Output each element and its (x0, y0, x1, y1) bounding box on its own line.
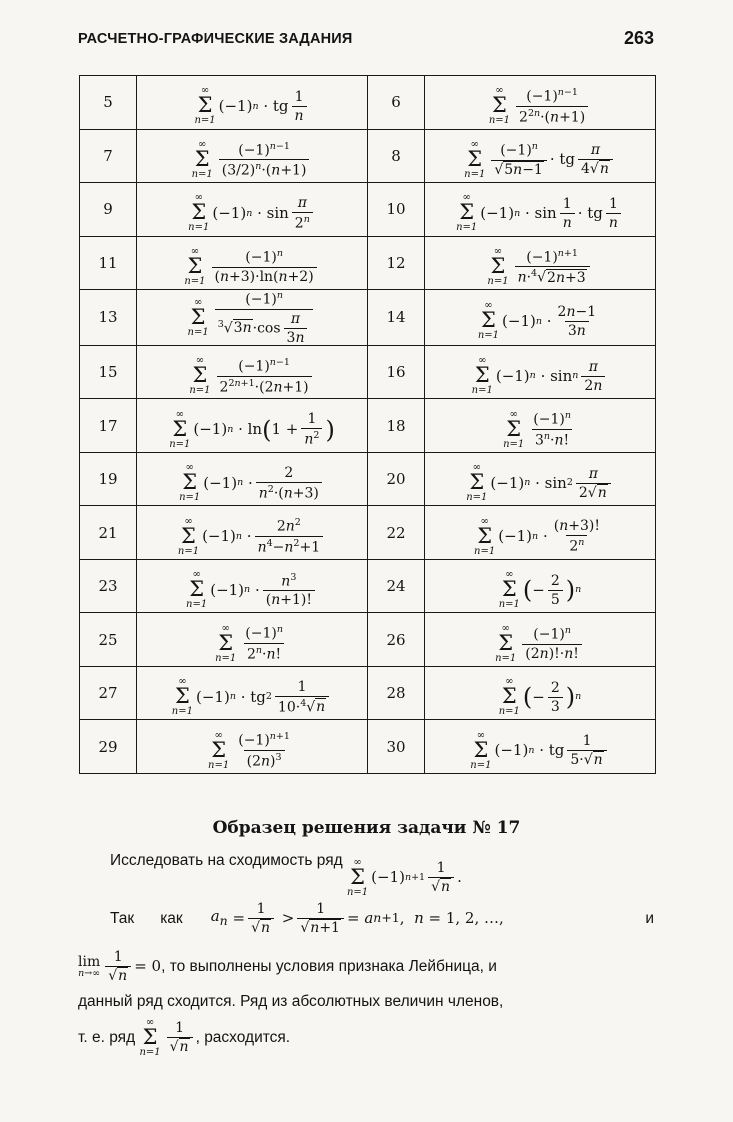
limit-expression: lim n→∞ $\frac{1}{√n}$ = 0 (78, 949, 162, 984)
task-number: 20 (368, 452, 425, 506)
task-number: 22 (368, 506, 425, 560)
task-number: 28 (368, 666, 425, 720)
series-expression: ∞ Σ n=1 (−1) n · tg 2 $\frac{1}{10\cdot^4√n}$ (137, 666, 368, 720)
solution-line (78, 1018, 654, 1058)
solution-text: данный ряд сходится. Ряд из абсолютных величин членов, (78, 993, 504, 1010)
task-number: 6 (368, 76, 425, 130)
series-expression: ∞ Σ n=1 (−1) n · ln ( 1 + $\frac{1}{n^2}$ ) (137, 399, 368, 453)
series-expression: ∞ Σ n=1 $\frac{(-1)^{n-1}}{(3/2)^n\cdot(n+1)}$ (137, 129, 368, 183)
series-expression: ∞ Σ n=1 (−1) n · sin 2 $\frac{\pi}{2√n}$ (425, 452, 656, 506)
series-expression: ∞ Σ n=1 $(-1)^n$ $^3$√3n·cos $\frac{\pi}{3n}$ (137, 290, 368, 346)
task-number: 13 (80, 290, 137, 346)
task-number: 15 (80, 345, 137, 399)
table-row (80, 720, 656, 774)
series-expression: ∞ Σ n=1 (−1) n · $\frac{2n^2}{n^4-n^2+1}$ (137, 506, 368, 560)
series-expression: ∞ Σ n=1 (−1) n · $\frac{2}{n^2\cdot(n+3)}$ (137, 452, 368, 506)
task-number: 7 (80, 129, 137, 183)
table-row (80, 129, 656, 183)
series-expression: ∞ Σ n=1 (−1) n · tg $\frac{1}{n}$ (137, 76, 368, 130)
table-row (80, 399, 656, 453)
series-expression: ∞ Σ n=1 ( − $\frac{2}{3}$ ) n (425, 666, 656, 720)
inequality-expression: $a_n$ = $\frac{1}{√n}$ > $\frac{1}{√n+1}$ = a n+1 , n = 1, 2, …, (210, 901, 504, 936)
task-number: 23 (80, 559, 137, 613)
task-number: 24 (368, 559, 425, 613)
solution-text: как (160, 909, 183, 927)
series-expression: ∞ Σ n=1 $\frac{(-1)^{n+1}}{(2n)^3}$ (137, 720, 368, 774)
series-expression: ∞ Σ n=1 (−1) n · $\frac{2n-1}{3n}$ (425, 290, 656, 346)
table-row (80, 559, 656, 613)
series-expression: ∞ Σ n=1 $\frac{(-1)^{n-1}}{2^{2n+1}\cdot(2n+1)}$ (137, 345, 368, 399)
series-expression: ∞ Σ n=1 $\frac{1}{√n}$ (139, 1018, 195, 1058)
task-number: 11 (80, 236, 137, 290)
task-number: 17 (80, 399, 137, 453)
sample-solution-title: Образец решения задачи № 17 (212, 818, 521, 838)
series-expression: ∞ Σ n=1 ( − $\frac{2}{5}$ ) n (425, 559, 656, 613)
task-number: 18 (368, 399, 425, 453)
task-number: 30 (368, 720, 425, 774)
task-number: 19 (80, 452, 137, 506)
series-expression: ∞ Σ n=1 $\frac{(-1)^n}{(2n)!\cdot n!}$ (425, 613, 656, 667)
table-row (80, 452, 656, 506)
series-expression: ∞ Σ n=1 $\frac{(-1)^{n+1}}{n\cdot^4√2n+3}$ (425, 236, 656, 290)
solution-text: и (645, 909, 654, 927)
task-table (79, 75, 656, 774)
table-row (80, 183, 656, 237)
series-expression: ∞ Σ n=1 (−1) n · $\frac{n^3}{(n+1)!}$ (137, 559, 368, 613)
table-row (80, 290, 656, 346)
task-number: 16 (368, 345, 425, 399)
solution-line (78, 950, 654, 983)
task-number: 29 (80, 720, 137, 774)
series-expression: ∞ Σ n=1 $\frac{(-1)^n}{(n+3)\cdot\ln(n+2)}$ (137, 236, 368, 290)
series-expression: ∞ Σ n=1 $\frac{(-1)^n}{2^n\cdot n!}$ (137, 613, 368, 667)
series-expression: ∞ Σ n=1 $\frac{(-1)^n}{3^n\cdot n!}$ (425, 399, 656, 453)
solution-text: , то выполнены условия признака Лейбница, и (161, 957, 497, 975)
solution-line (110, 852, 686, 898)
solution-text: Исследовать на сходимость ряд (110, 852, 343, 869)
series-expression: ∞ Σ n=1 $\frac{(-1)^n}{√5n-1}$ · tg $\frac{\pi}{4√n}$ (425, 129, 656, 183)
table-row (80, 76, 656, 130)
solution-text: , расходится. (195, 1028, 291, 1046)
table-row (80, 506, 656, 560)
task-number: 25 (80, 613, 137, 667)
series-expression: ∞ Σ n=1 (−1) n+1 $\frac{1}{√n}$ . (346, 857, 462, 898)
series-expression: ∞ Σ n=1 (−1) n · sin $\frac{1}{n}$ · tg $\frac{1}{n}$ (425, 183, 656, 237)
page-header (78, 28, 654, 50)
task-number: 27 (80, 666, 137, 720)
task-number: 10 (368, 183, 425, 237)
series-expression: ∞ Σ n=1 (−1) n · sin n $\frac{\pi}{2n}$ (425, 345, 656, 399)
task-number: 12 (368, 236, 425, 290)
solution-text: т. е. ряд (78, 1028, 136, 1046)
series-expression: ∞ Σ n=1 (−1) n · $\frac{(n+3)!}{2^n}$ (425, 506, 656, 560)
solution-text: Так (110, 909, 135, 927)
series-expression: ∞ Σ n=1 $\frac{(-1)^{n-1}}{2^{2n}\cdot(n+1)}$ (425, 76, 656, 130)
task-number: 9 (80, 183, 137, 237)
series-expression: ∞ Σ n=1 (−1) n · tg $\frac{1}{5\cdot√n}$ (425, 720, 656, 774)
table-row (80, 666, 656, 720)
solution-line (110, 902, 654, 935)
table-row (80, 613, 656, 667)
task-number: 26 (368, 613, 425, 667)
task-number: 8 (368, 129, 425, 183)
page-number: 263 (623, 28, 654, 48)
table-row (80, 345, 656, 399)
task-number: 5 (80, 76, 137, 130)
task-number: 14 (368, 290, 425, 346)
task-number: 21 (80, 506, 137, 560)
table-row (80, 236, 656, 290)
series-expression: ∞ Σ n=1 (−1) n · sin $\frac{\pi}{2^n}$ (137, 183, 368, 237)
running-title: РАСЧЕТНО-ГРАФИЧЕСКИЕ ЗАДАНИЯ (78, 31, 353, 47)
